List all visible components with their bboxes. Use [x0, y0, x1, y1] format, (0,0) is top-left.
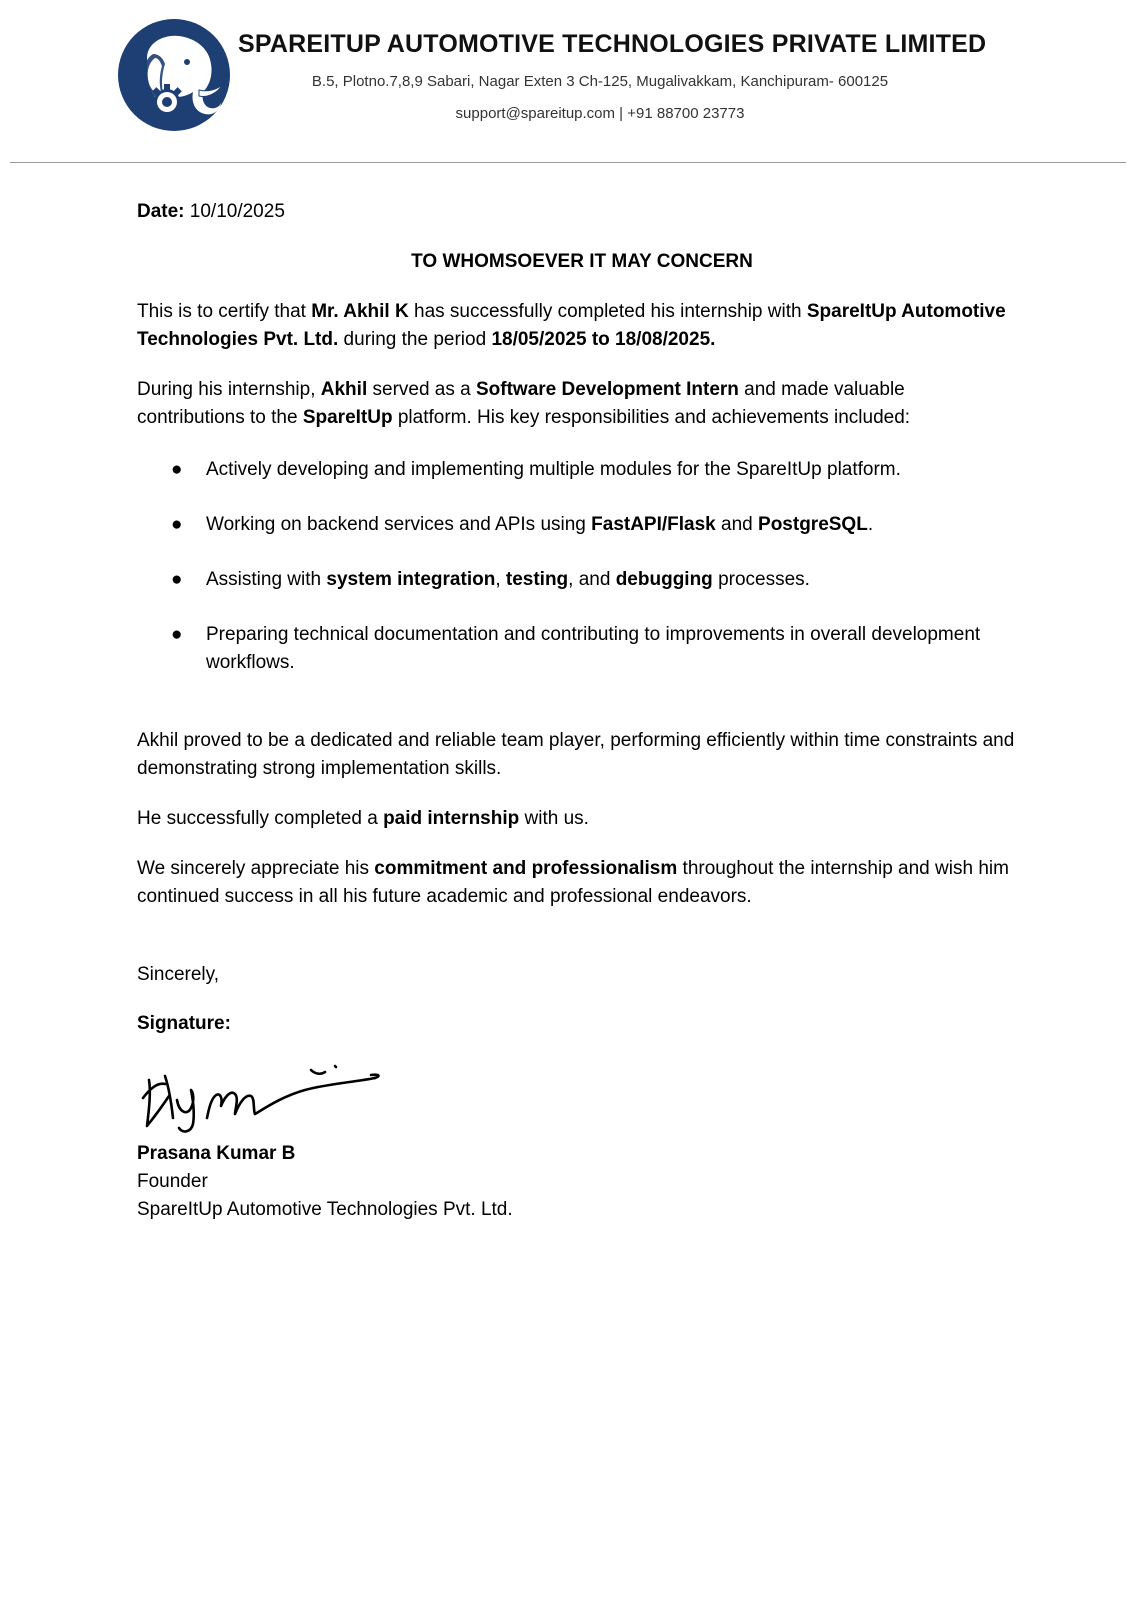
tech-name: FastAPI/Flask — [591, 514, 716, 535]
text-run: has successfully completed his internship with — [408, 301, 807, 322]
intern-role: Software Development Intern — [476, 379, 739, 400]
emphasis: debugging — [615, 569, 713, 590]
list-item — [137, 566, 1017, 594]
performance-paragraph: Akhil proved to be a dedicated and reliable team player, performing efficiently within time constraints and demonstrating strong implementation skills. — [137, 730, 1015, 779]
bullet-icon: ● — [171, 514, 183, 535]
tech-name: PostgreSQL — [758, 514, 868, 535]
text-run: Preparing technical documentation and contributing to improvements in overall development workflows. — [206, 624, 981, 673]
text-run: Actively developing and implementing multiple modules for the SpareItUp platform. — [206, 459, 901, 480]
responsibilities-list — [137, 456, 1017, 677]
emphasis: commitment and professionalism — [374, 858, 678, 879]
text-run: Working on backend services and APIs using — [206, 514, 592, 535]
text-run: , and — [568, 569, 616, 590]
intern-first-name: Akhil — [320, 379, 368, 400]
intern-name: Mr. Akhil K — [311, 301, 409, 322]
text-run: and — [715, 514, 759, 535]
emphasis: paid internship — [383, 808, 520, 829]
text-run: He successfully completed a — [137, 808, 384, 829]
header-divider — [10, 162, 1126, 163]
text-run: We sincerely appreciate his — [137, 858, 375, 879]
signature-label: Signature: — [137, 1013, 231, 1034]
date-line — [137, 198, 1017, 226]
signer-title: Founder — [137, 1171, 208, 1192]
bullet-icon: ● — [171, 569, 183, 590]
text-run: and made valuable contributions to the — [137, 379, 905, 428]
letter-body — [137, 198, 1017, 1224]
text-run: Assisting with — [206, 569, 327, 590]
text-run: during the period — [338, 329, 492, 350]
text-run: with us. — [519, 808, 589, 829]
paid-internship-paragraph — [137, 805, 1017, 833]
role-paragraph — [137, 376, 1017, 432]
text-run: This is to certify that — [137, 301, 312, 322]
bullet-icon: ● — [171, 624, 183, 645]
text-run: During his internship, — [137, 379, 321, 400]
signer-name: Prasana Kumar B — [137, 1143, 296, 1164]
signer-company: SpareItUp Automotive Technologies Pvt. Ltd. — [137, 1199, 513, 1220]
company-name: SPAREITUP AUTOMOTIVE TECHNOLOGIES PRIVATE LIMITED — [238, 30, 987, 58]
handwritten-signature — [135, 1030, 395, 1140]
emphasis: testing — [505, 569, 569, 590]
appreciation-paragraph — [137, 855, 1017, 911]
closing: Sincerely, — [137, 964, 220, 985]
company-reference: SpareItUp Automotive Technologies Pvt. Ltd. — [137, 301, 1006, 350]
text-run: processes. — [712, 569, 810, 590]
text-run: throughout the internship and wish him continued success in all his future academic and professional endeavors. — [137, 858, 1009, 907]
list-item — [137, 511, 1017, 539]
elephant-gear-logo-icon — [117, 18, 231, 132]
letter-heading: TO WHOMSOEVER IT MAY CONCERN — [411, 251, 753, 272]
company-contact: support@spareitup.com | +91 88700 23773 — [455, 105, 745, 122]
list-item — [137, 456, 1017, 484]
date-value: 10/10/2025 — [184, 201, 285, 222]
internship-period: 18/05/2025 to 18/08/2025. — [491, 329, 716, 350]
emphasis: system integration — [326, 569, 496, 590]
letterhead — [0, 0, 1131, 162]
text-run: served as a — [367, 379, 476, 400]
company-address: B.5, Plotno.7,8,9 Sabari, Nagar Exten 3 Ch-125, Mugalivakkam, Kanchipuram- 600125 — [311, 73, 889, 90]
bullet-icon: ● — [171, 459, 183, 480]
text-run: , — [495, 569, 506, 590]
text-run: platform. His key responsibilities and achievements included: — [392, 407, 911, 428]
certification-paragraph — [137, 298, 1017, 354]
platform-name: SpareItUp — [302, 407, 393, 428]
list-item — [137, 621, 1017, 677]
text-run: . — [867, 514, 874, 535]
date-label: Date: — [137, 201, 185, 222]
